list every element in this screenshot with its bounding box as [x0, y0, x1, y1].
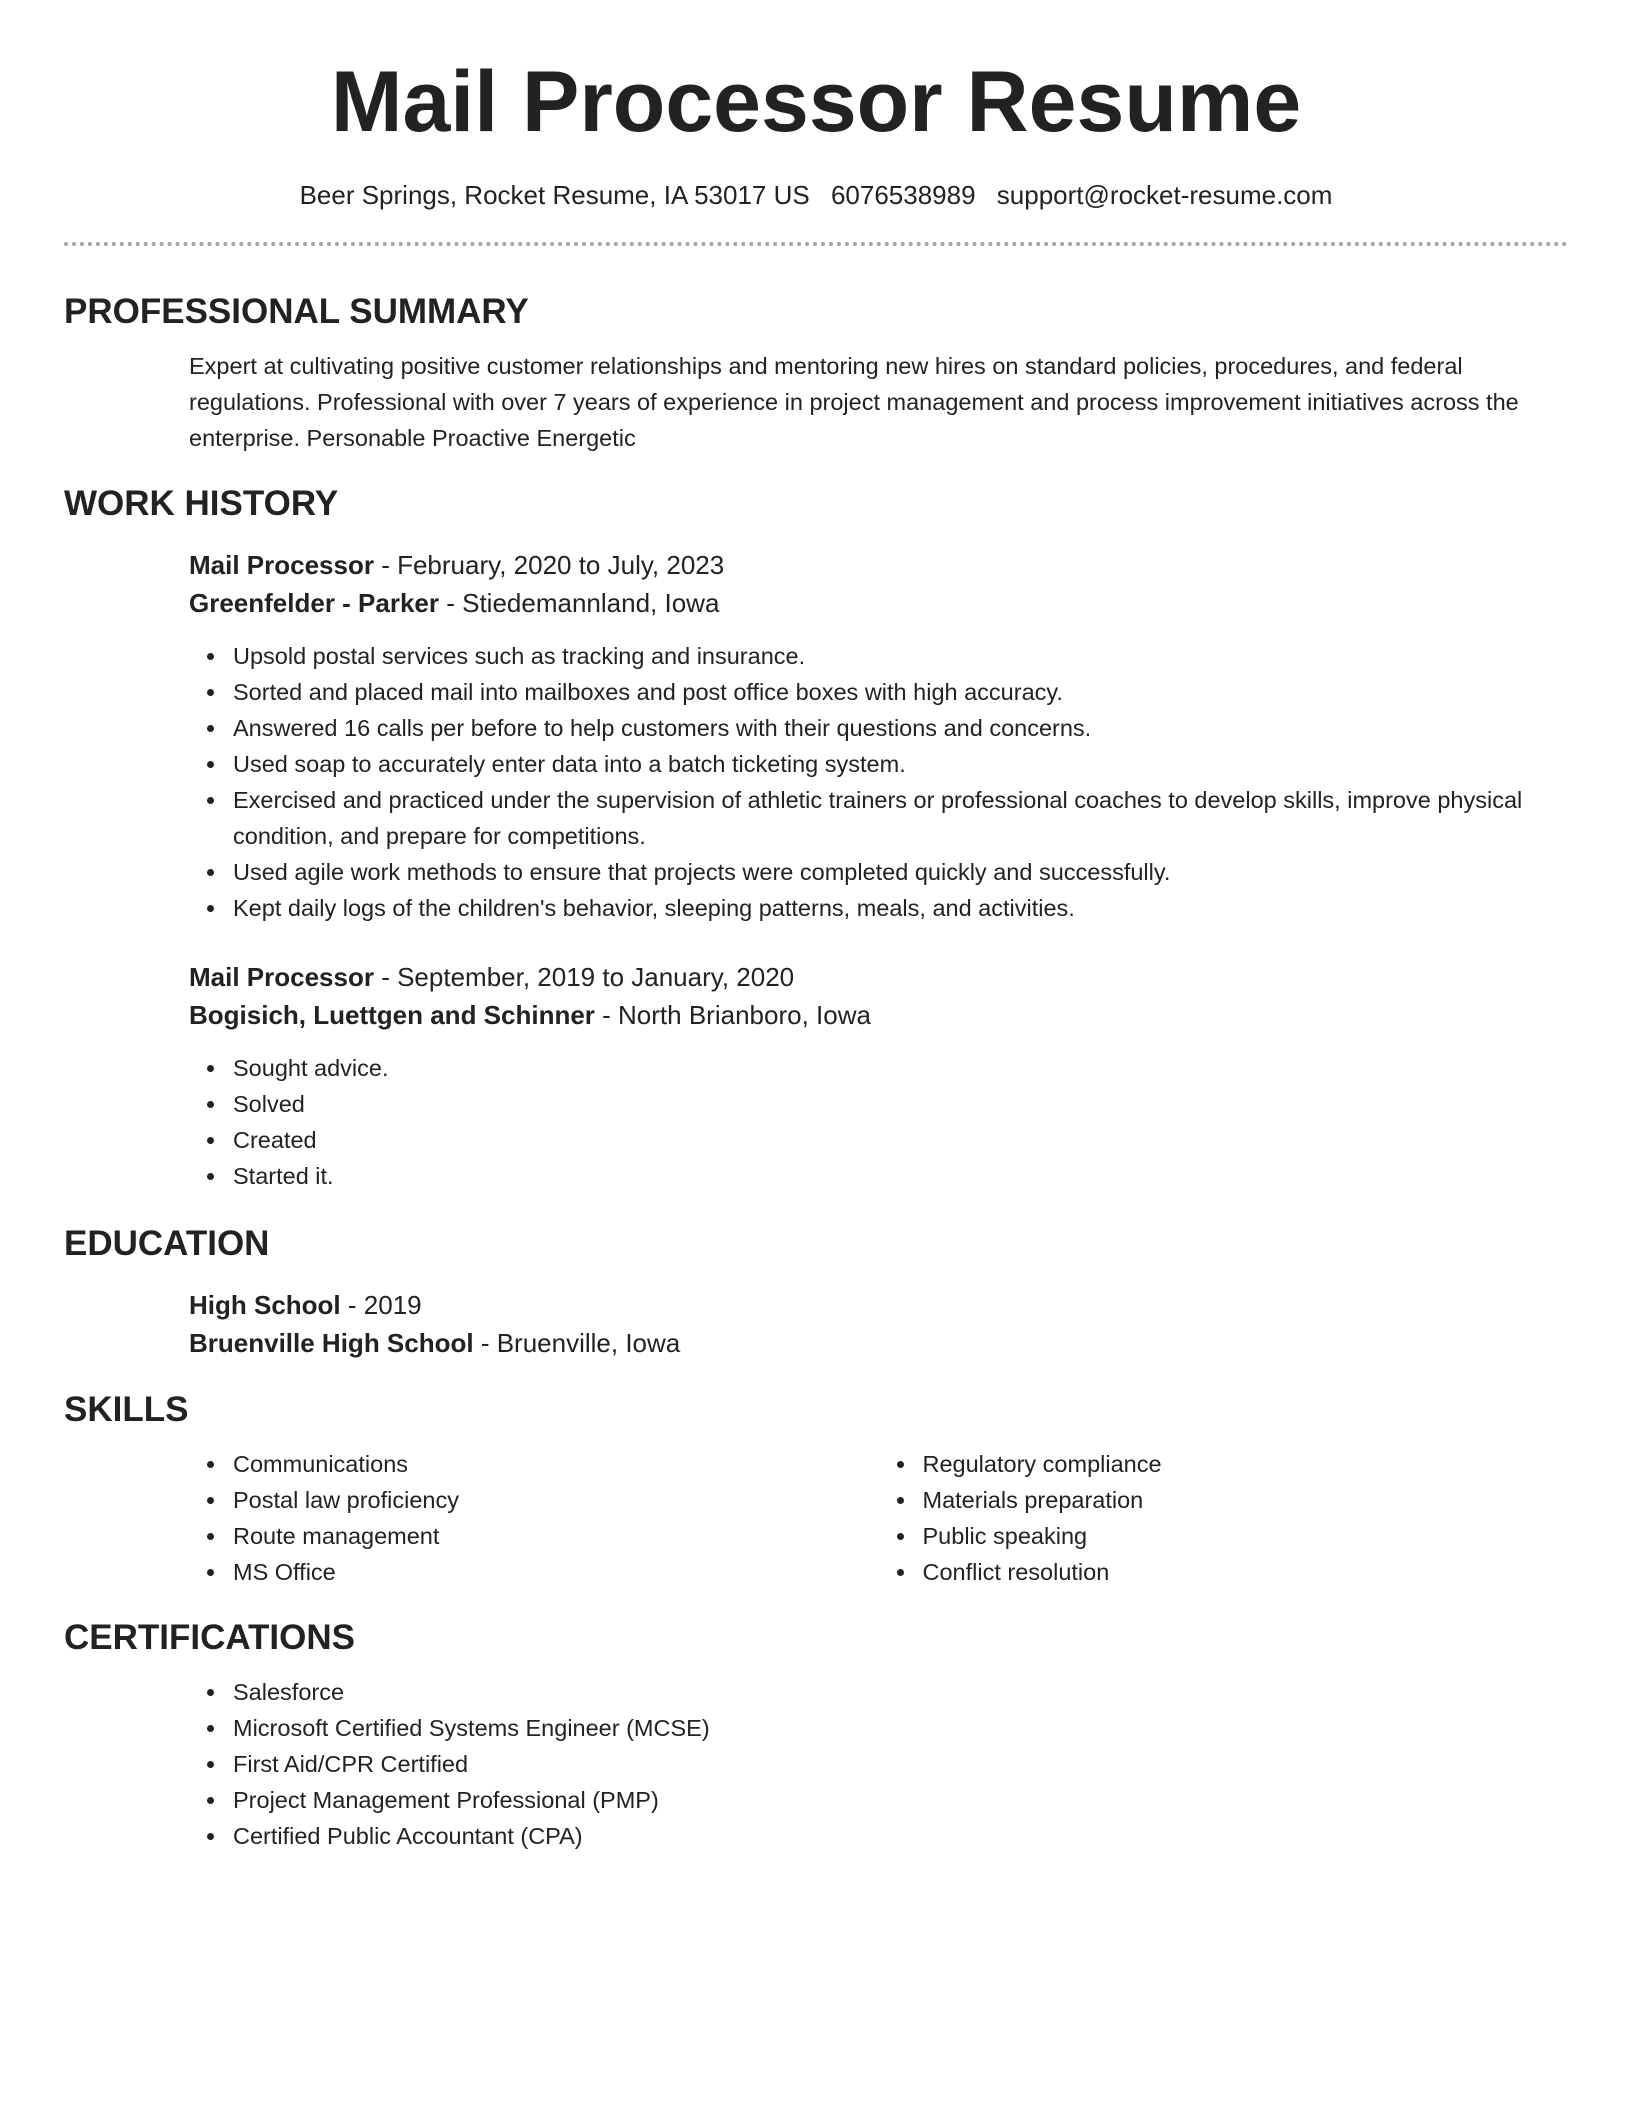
job-title-line: [189, 546, 1568, 584]
section-title-summary: PROFESSIONAL SUMMARY: [64, 292, 529, 331]
list-item: Answered 16 calls per before to help customers with their questions and concerns.: [233, 710, 1568, 746]
job-bullets: [189, 1050, 1568, 1194]
education-entry: [189, 1286, 1568, 1362]
section-title-skills: SKILLS: [64, 1390, 189, 1429]
list-item: Sought advice.: [233, 1050, 1568, 1086]
list-item: Upsold postal services such as tracking and insurance.: [233, 638, 1568, 674]
list-item: First Aid/CPR Certified: [233, 1746, 1568, 1782]
contact-address: Beer Springs, Rocket Resume, IA 53017 US: [299, 180, 810, 210]
list-item: Postal law proficiency: [233, 1482, 879, 1518]
job-entry-1: [189, 546, 1568, 926]
job-title: Mail Processor: [189, 550, 374, 580]
job-location: - North Brianboro, Iowa: [594, 1000, 871, 1030]
skills-column-right: [879, 1446, 1569, 1590]
list-item: Created: [233, 1122, 1568, 1158]
list-item: Started it.: [233, 1158, 1568, 1194]
summary-text: Expert at cultivating positive customer relationships and mentoring new hires on standard policies, procedures, and federal regulations. Professional with over 7 years of experience in project management and process improvement initiatives across the enterprise. Personable Proactive Energetic: [189, 353, 1519, 451]
list-item: Conflict resolution: [923, 1554, 1569, 1590]
job-bullets: [189, 638, 1568, 926]
job-title-line: [189, 958, 1568, 996]
list-item: Kept daily logs of the children's behavior, sleeping patterns, meals, and activities.: [233, 890, 1568, 926]
education-year: - 2019: [340, 1290, 422, 1320]
list-item: Used agile work methods to ensure that projects were completed quickly and successfully.: [233, 854, 1568, 890]
education-school: Bruenville High School: [189, 1328, 474, 1358]
header-divider: [64, 242, 1568, 246]
list-item: Public speaking: [923, 1518, 1569, 1554]
education-location: - Bruenville, Iowa: [473, 1328, 681, 1358]
contact-line: [64, 178, 1568, 212]
list-item: Route management: [233, 1518, 879, 1554]
list-item: Regulatory compliance: [923, 1446, 1569, 1482]
job-title: Mail Processor: [189, 962, 374, 992]
section-title-work-history: WORK HISTORY: [64, 484, 339, 523]
job-location: - Stiedemannland, Iowa: [439, 588, 720, 618]
resume-title: Mail Processor Resume: [330, 54, 1302, 150]
contact-phone: 6076538989: [830, 180, 976, 210]
certifications-list: [189, 1674, 1568, 1854]
section-title-education: EDUCATION: [64, 1224, 270, 1263]
job-company: Bogisich, Luettgen and Schinner: [189, 1000, 595, 1030]
list-item: MS Office: [233, 1554, 879, 1590]
list-item: Microsoft Certified Systems Engineer (MCSE): [233, 1710, 1568, 1746]
list-item: Solved: [233, 1086, 1568, 1122]
education-degree-line: [189, 1286, 1568, 1324]
section-title-certifications: CERTIFICATIONS: [64, 1618, 356, 1657]
job-entry-2: [189, 958, 1568, 1194]
skills-column-left: [189, 1446, 879, 1590]
education-school-line: [189, 1324, 1568, 1362]
list-item: Certified Public Accountant (CPA): [233, 1818, 1568, 1854]
list-item: Salesforce: [233, 1674, 1568, 1710]
job-company-line: [189, 584, 1568, 622]
job-dates: - February, 2020 to July, 2023: [373, 550, 725, 580]
job-company: Greenfelder - Parker: [189, 588, 440, 618]
list-item: Exercised and practiced under the supervision of athletic trainers or professional coaches to develop skills, improve physical condition, and prepare for competitions.: [233, 782, 1568, 854]
list-item: Sorted and placed mail into mailboxes and post office boxes with high accuracy.: [233, 674, 1568, 710]
list-item: Communications: [233, 1446, 879, 1482]
list-item: Used soap to accurately enter data into a batch ticketing system.: [233, 746, 1568, 782]
skills-grid: [189, 1446, 1568, 1590]
job-dates: - September, 2019 to January, 2020: [373, 962, 795, 992]
job-company-line: [189, 996, 1568, 1034]
list-item: Project Management Professional (PMP): [233, 1782, 1568, 1818]
list-item: Materials preparation: [923, 1482, 1569, 1518]
education-degree: High School: [189, 1290, 341, 1320]
contact-email: support@rocket-resume.com: [996, 180, 1333, 210]
